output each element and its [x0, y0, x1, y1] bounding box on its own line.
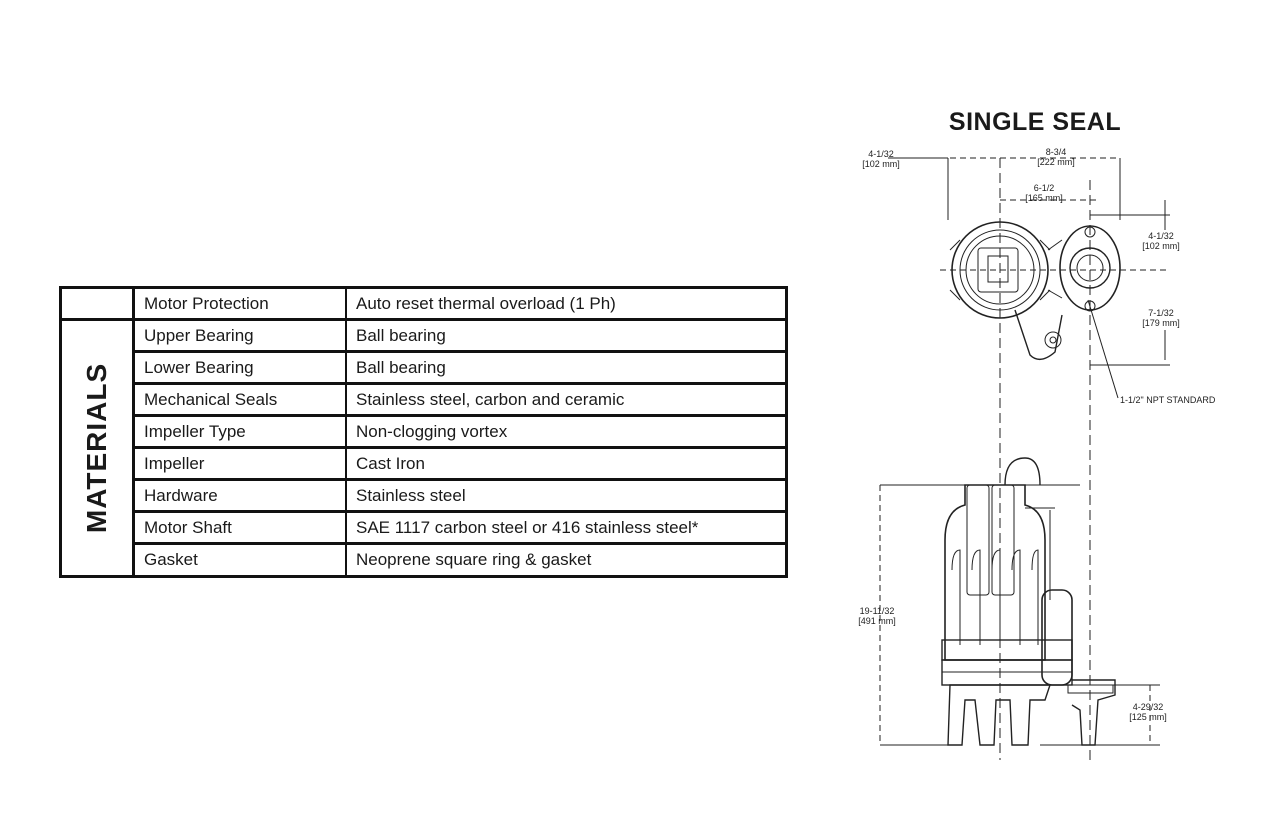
table-row-value: Stainless steel, carbon and ceramic	[356, 390, 625, 409]
table-row-value: Ball bearing	[356, 326, 446, 345]
table-row-label: Upper Bearing	[144, 326, 254, 345]
table-row-value: Non-clogging vortex	[356, 422, 508, 441]
materials-section-label: MATERIALS	[81, 362, 112, 534]
npt-callout: 1-1/2" NPT STANDARD	[1120, 395, 1216, 405]
pump-side-view	[942, 458, 1115, 745]
pump-top-view	[950, 222, 1120, 359]
materials-spec-table	[59, 286, 788, 578]
table-row-value: Stainless steel	[356, 486, 466, 505]
motor-protection-value: Auto reset thermal overload (1 Ph)	[356, 294, 616, 313]
dimension-label: 4-29/32 [125 mm]	[1129, 702, 1167, 722]
dimension-label: 7-1/32 [179 mm]	[1142, 308, 1180, 328]
dimension-label: 4-1/32 [102 mm]	[1142, 231, 1180, 251]
table-row-value: Neoprene square ring & gasket	[356, 550, 592, 569]
table-row-label: Motor Shaft	[144, 518, 232, 537]
table-row-label: Lower Bearing	[144, 358, 254, 377]
dimension-label: 4-1/32 [102 mm]	[862, 149, 900, 169]
table-row-label: Gasket	[144, 550, 198, 569]
table-row-value: Cast Iron	[356, 454, 425, 473]
table-row-value: SAE 1117 carbon steel or 416 stainless steel*	[356, 518, 699, 537]
dimension-label: 8-3/4 [222 mm]	[1037, 147, 1075, 167]
dimension-label: 19-11/32 [491 mm]	[858, 606, 896, 626]
drawing-title: SINGLE SEAL	[948, 108, 1122, 136]
table-row-label: Impeller Type	[144, 422, 246, 441]
table-row-label: Impeller	[144, 454, 205, 473]
table-row-value: Ball bearing	[356, 358, 446, 377]
motor-protection-label: Motor Protection	[144, 294, 269, 313]
table-row-label: Mechanical Seals	[144, 390, 278, 409]
table-row-label: Hardware	[144, 486, 218, 505]
leader-line	[1088, 300, 1118, 398]
dimension-label: 6-1/2 [165 mm]	[1025, 183, 1063, 203]
pump-dimension-drawing	[840, 140, 1260, 770]
